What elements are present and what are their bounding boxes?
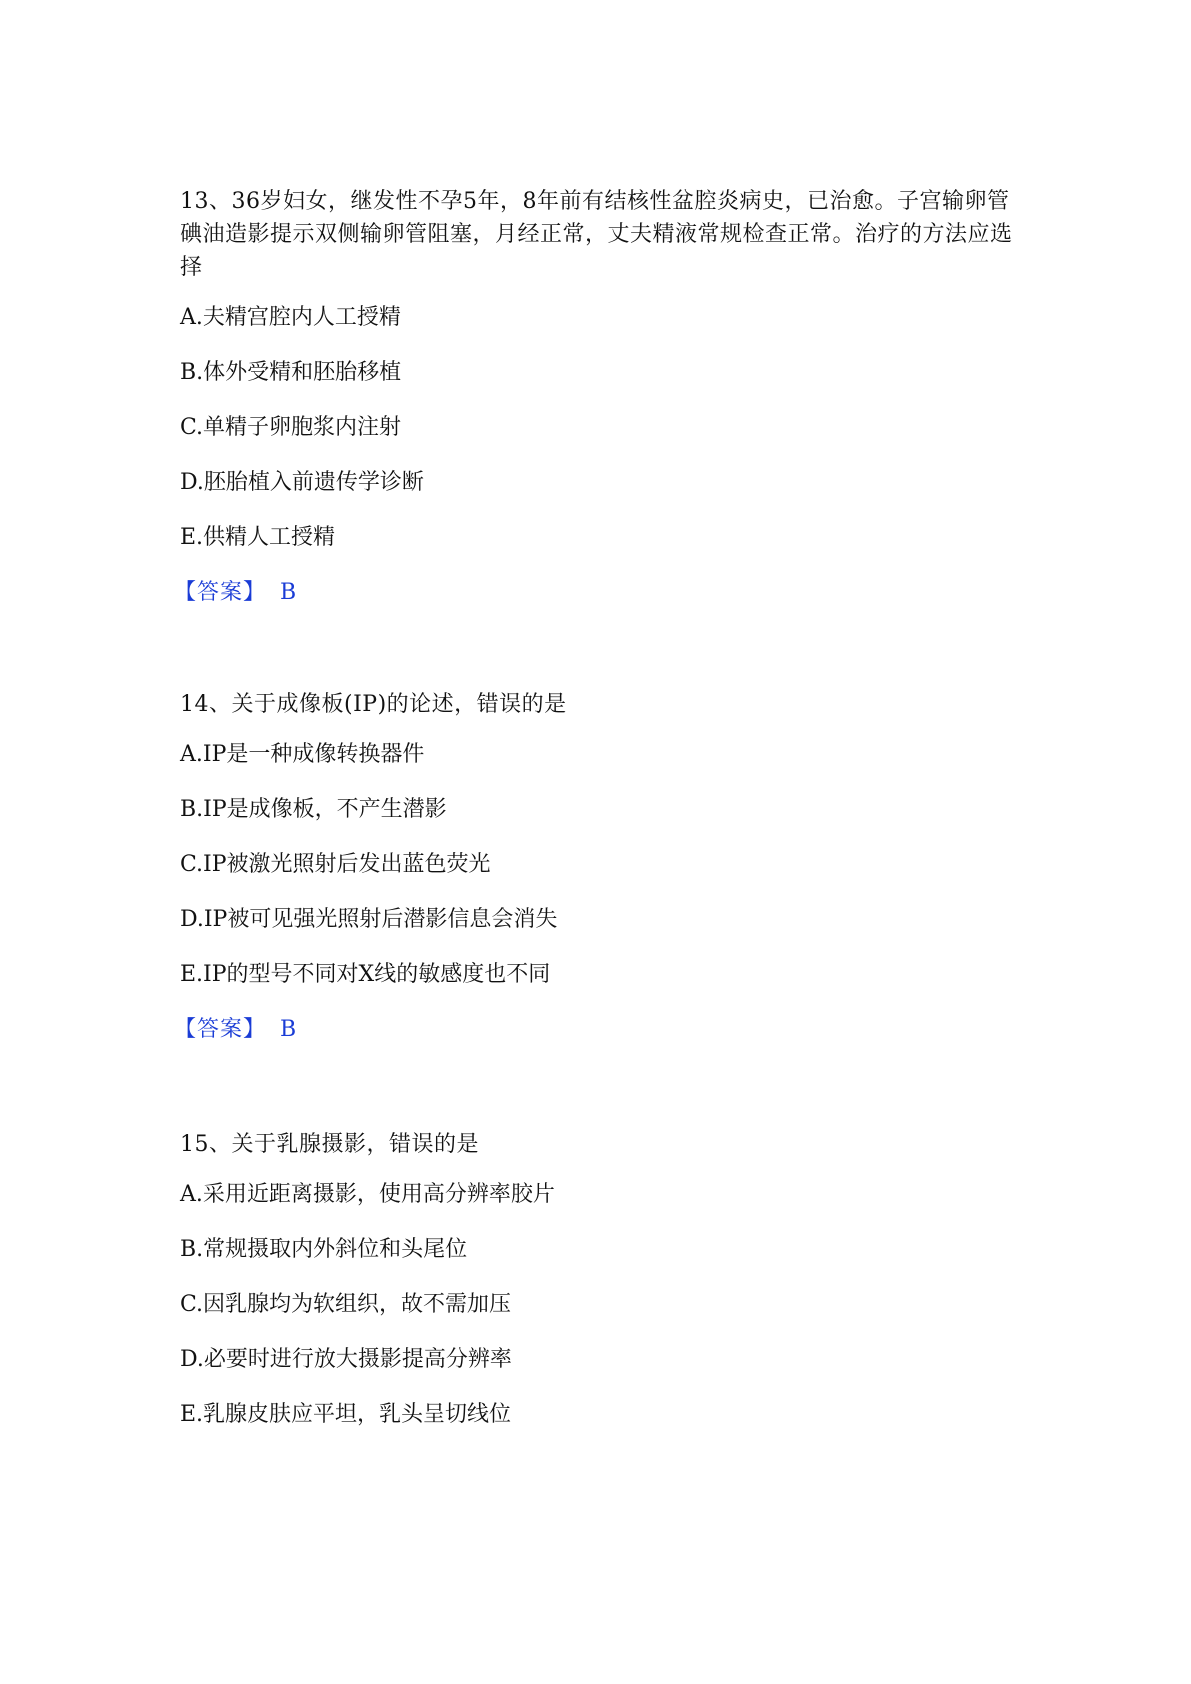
question-stem: 15、关于乳腺摄影，错误的是 <box>180 1132 479 1157</box>
option-b: B.体外受精和胚胎移植 <box>180 360 402 385</box>
option-a: A.IP是一种成像转换器件 <box>180 742 425 767</box>
question-13 <box>174 185 1020 605</box>
question-14 <box>174 688 1020 1042</box>
answer-line <box>174 578 296 608</box>
answer-line <box>174 1015 296 1045</box>
option-d: D.必要时进行放大摄影提高分辨率 <box>180 1347 512 1372</box>
question-15 <box>180 1128 1020 1427</box>
option-b: B.IP是成像板，不产生潜影 <box>180 797 447 822</box>
answer-label: 【答案】 <box>174 1017 267 1042</box>
answer-value: B <box>280 1017 297 1042</box>
option-e: E.供精人工授精 <box>180 525 336 550</box>
option-e: E.乳腺皮肤应平坦，乳头呈切线位 <box>180 1402 512 1427</box>
option-b: B.常规摄取内外斜位和头尾位 <box>180 1237 468 1262</box>
option-a: A.夫精宫腔内人工授精 <box>180 305 401 330</box>
question-stem: 14、关于成像板(IP)的论述，错误的是 <box>180 692 567 717</box>
option-c: C.IP被激光照射后发出蓝色荧光 <box>180 852 491 877</box>
question-stem: 13、36岁妇女，继发性不孕5年，8年前有结核性盆腔炎病史，已治愈。子宫输卵管碘油造影提示双侧输卵管阻塞，月经正常，丈夫精液常规检查正常。治疗的方法应选择 <box>180 189 1013 280</box>
option-d: D.胚胎植入前遗传学诊断 <box>180 470 424 495</box>
option-d: D.IP被可见强光照射后潜影信息会消失 <box>180 907 558 932</box>
option-c: C.单精子卵胞浆内注射 <box>180 415 402 440</box>
answer-value: B <box>280 580 297 605</box>
option-c: C.因乳腺均为软组织，故不需加压 <box>180 1292 512 1317</box>
option-e: E.IP的型号不同对X线的敏感度也不同 <box>180 962 551 987</box>
answer-label: 【答案】 <box>174 580 267 605</box>
option-a: A.采用近距离摄影，使用高分辨率胶片 <box>180 1182 555 1207</box>
